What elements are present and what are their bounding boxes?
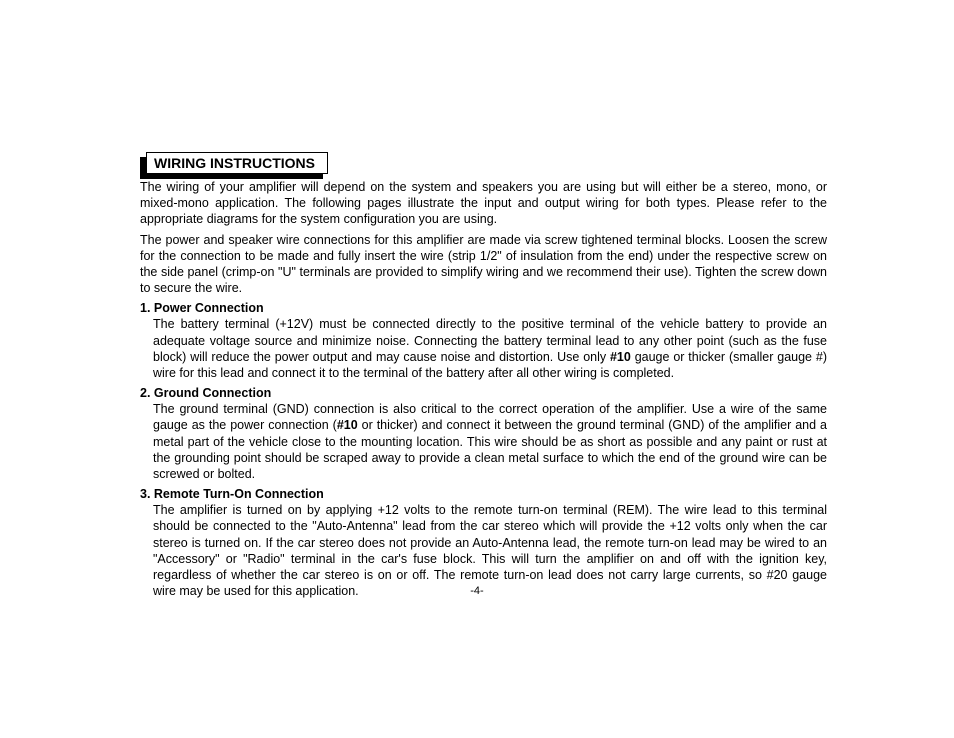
power-gauge-bold: #10 <box>609 349 631 364</box>
page-content <box>140 179 827 603</box>
power-connection-body <box>153 316 827 381</box>
ground-connection-body <box>153 401 827 482</box>
heading-title: WIRING INSTRUCTIONS <box>146 152 328 174</box>
remote-connection-body: The amplifier is turned on by applying +12 volts to the remote turn-on terminal (REM). The wire lead to this terminal should be connected to the "Auto-Antenna" lead from the car stereo which will provide the +12 volts only when the car stereo is turned on. If the car stereo does not provide an Auto-Antenna lead, the remote turn-on lead may be wired to an "Accessory" or "Radio" terminal in the car's fuse block. This will turn the amplifier on and off with the ignition key, regardless of whether the car stereo is on or off. The remote turn-on lead does not carry large currents, so #20 gauge wire may be used for this application. <box>153 503 827 599</box>
ground-connection-text: The ground terminal (GND) connection is also critical to the correct operation of the amplifier. Use a wire of the same gauge as the power connection ( <box>153 402 827 433</box>
ground-connection-text-end: or thicker) and connect it between the ground terminal (GND) of the amplifier and a metal part of the vehicle close to the mounting location. This wire should be as short as possible and any paint or rust at the grounding point should be scraped away to provide a clean metal surface to which the end of the ground wire can be screwed or bolted. <box>153 418 827 482</box>
power-connection-section <box>140 300 827 381</box>
page-number: -4- <box>470 585 484 597</box>
remote-connection-section <box>140 486 827 599</box>
ground-connection-title: 2. Ground Connection <box>140 386 272 401</box>
section-heading <box>140 152 330 180</box>
power-connection-title: 1. Power Connection <box>140 301 264 316</box>
intro-paragraph: The wiring of your amplifier will depend on the system and speakers you are using but will either be a stereo, mono, or mixed-mono application. The following pages illustrate the input and output wiring for both types. Please refer to the appropriate diagrams for the system configuration you are using. <box>140 180 827 227</box>
terminal-block-paragraph: The power and speaker wire connections for this amplifier are made via screw tightened terminal blocks. Loosen the screw for the connection to be made and fully insert the wire (strip 1/2" of insulation from the end) under the respective screw on the side panel (crimp-on "U" terminals are provided to simplify wiring and we recommend their use). Tighten the screw down to secure the wire. <box>140 232 827 296</box>
ground-gauge-bold: #10 <box>336 418 358 433</box>
remote-connection-title: 3. Remote Turn-On Connection <box>140 487 324 502</box>
ground-connection-section <box>140 385 827 482</box>
power-connection-text-end: gauge or thicker (smaller gauge #) wire for this lead and connect it to the terminal of the battery after all other wiring is completed. <box>153 349 827 381</box>
power-connection-text: The battery terminal (+12V) must be connected directly to the positive terminal of the vehicle battery to provide an adequate voltage source and minimize noise. Connecting the battery terminal lead to any other point (such as the fuse block) will reduce the power output and may cause noise and distortion. Use only <box>153 317 827 364</box>
